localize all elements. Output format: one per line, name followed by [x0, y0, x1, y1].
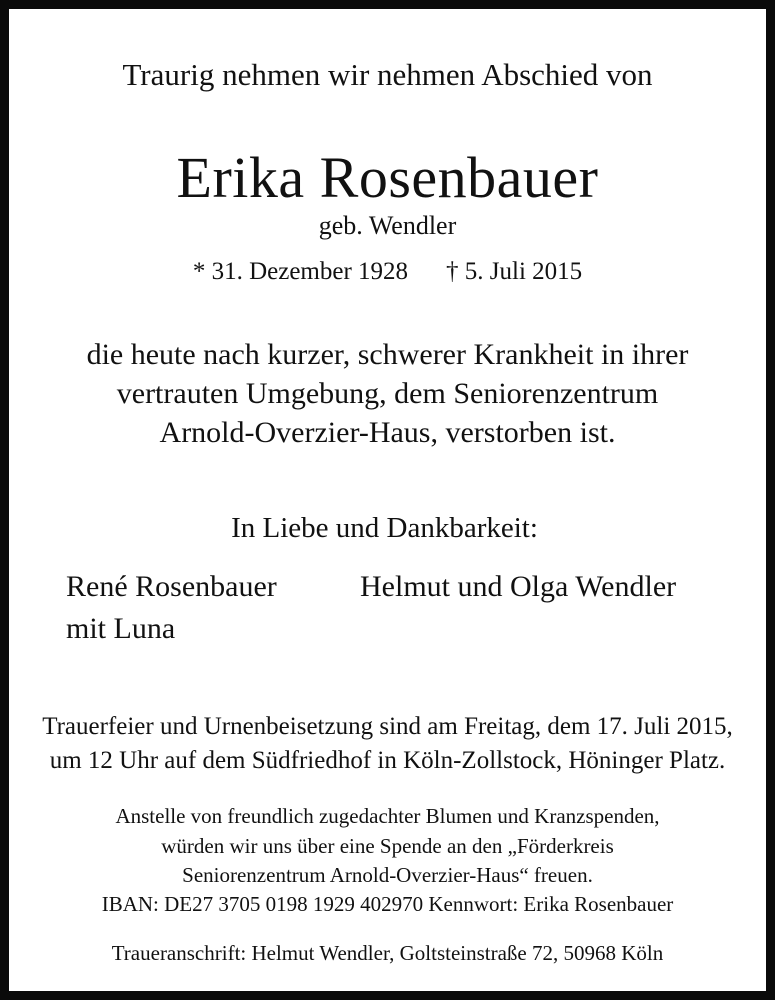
- donation-info-line: Seniorenzentrum Arnold-Overzier-Haus“ freuen.: [182, 863, 593, 887]
- death-date: † 5. Juli 2015: [446, 258, 583, 285]
- donation-info-line: Anstelle von freundlich zugedachter Blumen und Kranzspenden,: [115, 804, 660, 828]
- love-line: [9, 514, 766, 543]
- body-text-line: Arnold-Overzier-Haus, verstorben ist.: [159, 416, 616, 449]
- birth-name: geb. Wendler: [318, 211, 457, 240]
- body-text-line: die heute nach kurzer, schwerer Krankheit in ihrer: [86, 338, 689, 371]
- life-dates: [18, 259, 757, 284]
- funeral-info-line: Trauerfeier und Urnenbeisetzung sind am Freitag, dem 17. Juli 2015,: [42, 713, 733, 740]
- birth-date: * 31. Dezember 1928: [192, 258, 409, 285]
- funeral-info-line: um 12 Uhr auf dem Südfriedhof in Köln-Zollstock, Höninger Platz.: [49, 747, 726, 774]
- deceased-name: Erika Rosenbauer: [176, 145, 599, 210]
- mourner-left-companion: mit Luna: [66, 612, 176, 645]
- intro-text: Traurig nehmen wir nehmen Abschied von: [122, 57, 653, 92]
- mourning-address: Traueranschrift: Helmut Wendler, Goltsteinstraße 72, 50968 Köln: [111, 941, 664, 965]
- mourner-left-name: René Rosenbauer: [66, 570, 277, 603]
- mourner-right-name: Helmut und Olga Wendler: [360, 570, 677, 603]
- donation-iban-line: IBAN: DE27 3705 0198 1929 402970 Kennwort: Erika Rosenbauer: [101, 892, 674, 916]
- love-line-text: In Liebe und Dankbarkeit:: [231, 512, 538, 544]
- body-text-line: vertrauten Umgebung, dem Seniorenzentrum: [116, 377, 659, 410]
- donation-info-line: würden wir uns über eine Spende an den „Förderkreis: [161, 834, 614, 858]
